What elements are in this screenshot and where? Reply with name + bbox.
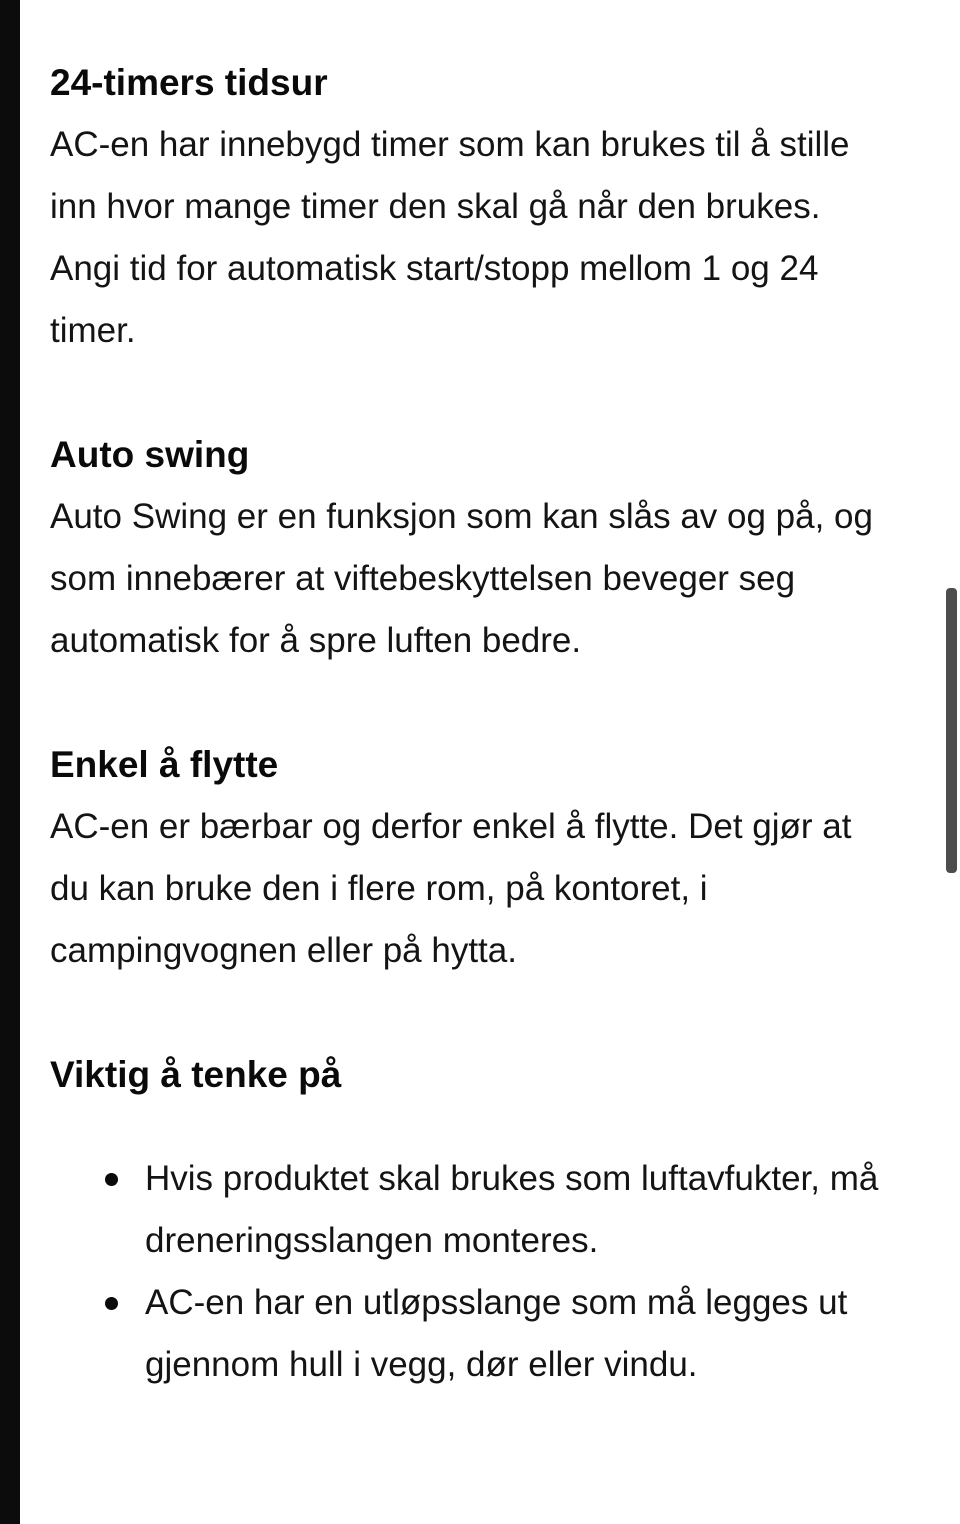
section-heading: Auto swing bbox=[50, 434, 250, 475]
section-heading: Viktig å tenke på bbox=[50, 1054, 342, 1095]
list-item-text: AC-en har en utløpsslange som må legges ut gjennom hull i vegg, dør eller vindu. bbox=[145, 1283, 848, 1384]
list-item-text: Hvis produktet skal brukes som luftavfukter, må dreneringsslangen monteres. bbox=[145, 1159, 879, 1260]
bullet-icon bbox=[105, 1173, 118, 1186]
section-heading: Enkel å flytte bbox=[50, 744, 279, 785]
section-viktig-a-tenke-pa bbox=[50, 1044, 888, 1396]
scrollbar-thumb[interactable] bbox=[946, 588, 957, 873]
section-body: AC-en har innebygd timer som kan brukes til å stille inn hvor mange timer den skal gå når den brukes. Angi tid for automatisk start/stopp mellom 1 og 24 timer. bbox=[50, 125, 850, 350]
section-body: AC-en er bærbar og derfor enkel å flytte. Det gjør at du kan bruke den i flere rom, på kontoret, i campingvognen eller på hytta. bbox=[50, 807, 852, 970]
document-page bbox=[50, 52, 888, 1396]
list-item bbox=[105, 1148, 888, 1272]
left-edge-bar bbox=[0, 0, 20, 1524]
section-auto-swing bbox=[50, 424, 888, 672]
section-24-timers-tidsur bbox=[50, 52, 888, 362]
section-heading: 24-timers tidsur bbox=[50, 62, 328, 103]
section-body: Auto Swing er en funksjon som kan slås av og på, og som innebærer at viftebeskyttelsen beveger seg automatisk for å spre luften bedre. bbox=[50, 497, 873, 660]
section-enkel-a-flytte bbox=[50, 734, 888, 982]
bullet-icon bbox=[105, 1297, 118, 1310]
list-item bbox=[105, 1272, 888, 1396]
bullet-list bbox=[50, 1148, 888, 1396]
